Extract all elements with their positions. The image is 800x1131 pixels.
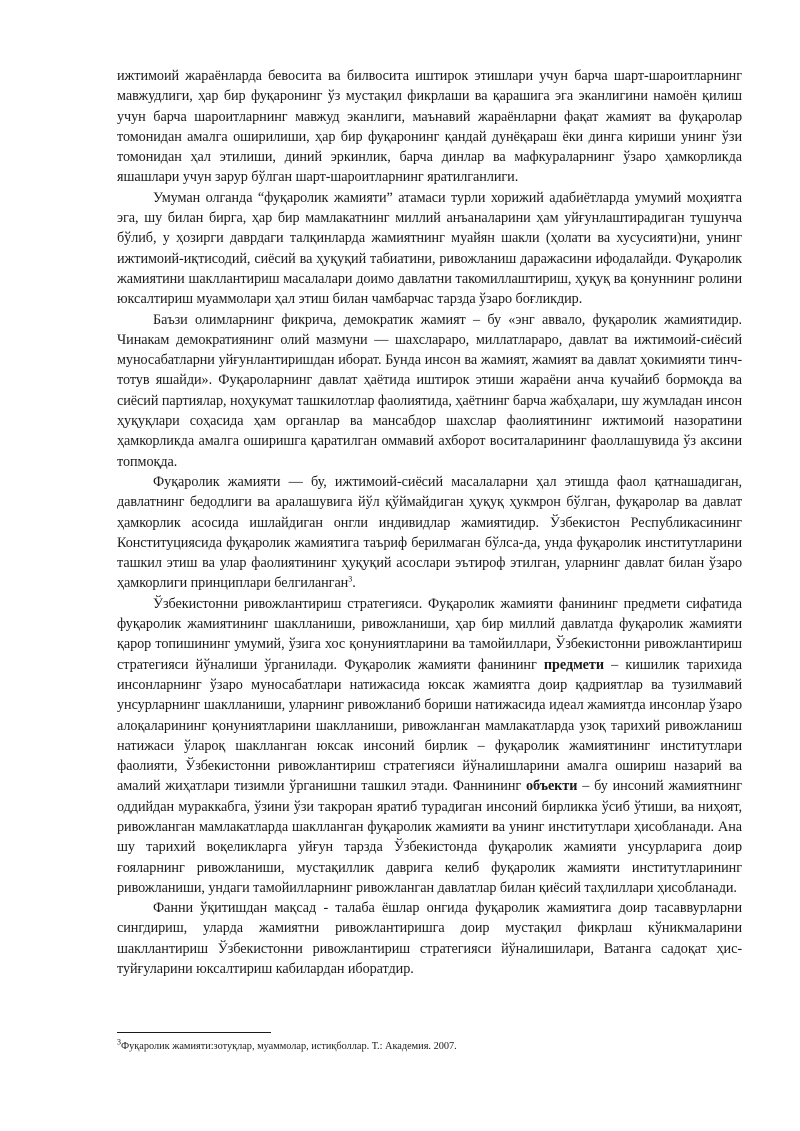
paragraph-4-end: . [352, 575, 356, 592]
paragraph-5-text-2: – кишилик тарихида инсонларнинг ўзаро муносабатлари натижасида юксак жамиятга доир қадриятлар ва тузилмавий унсурларнинг шаклланиши, уларнинг ривожланиб бориши натижасида идеал жамиятда инсонлар ўзаро алоқаларининг қонуниятларини шаклланиши, ривожланган мамлакатларда узоқ тарихий ривожланиш натижаси ўлароқ шаклланган юксак инсоний бирлик – фуқаролик жамиятининг институтлари фаолияти, Ўзбекистонни ривожлантириш стратегияси йўналишларини амалга ошириш назарий ва амалий жиҳатлари тизимли ўрганишни ташкил этади. Фаннининг [117, 656, 742, 795]
paragraph-6: Фанни ўқитишдан мақсад - талаба ёшлар онгида фуқаролик жамиятига доир тасаввурларни сингдириш, уларда жамиятни ривожлантиришга доир мустақил фикрлаш кўникмаларини шакллантириш Ўзбекистонни ривожлантириш стратегияси йўналишилари, Ватанга садоқат ҳис-туйғуларини юксалтириш кабилардан иборатдир. [117, 900, 742, 978]
document-body [117, 66, 742, 979]
paragraph-5 [117, 594, 742, 898]
footnote-reference[interactable]: 3 [348, 574, 353, 584]
footnote-mark: 3 [117, 1037, 121, 1047]
paragraph-3: Баъзи олимларнинг фикрича, демократик жамият – бу «энг аввало, фуқаролик жамиятидир. Чинакам демократиянинг олий мазмуни — шахслараро, миллатлараро, давлат ва ижтимоий-сиёсий муносабатларни уйғунлантиришдан иборат. Бунда инсон ва жамият, жамият ва давлат ҳокимияти тинч-тотув яшайди». Фуқароларнинг давлат ҳаётида иштирок этиши жараёни анча кучайиб бормоқда ва сиёсий партиялар, ноҳукумат ташкилотлар фаолиятида, ҳаётнинг барча жабҳалари, шу жумладан инсон ҳуқуқлари соҳасида ҳам органлар ва мансабдор шахслар фаолиятининг ижтимоий назоратини ҳамкорликда амалга оширишга қаратилган оммавий ахборот воситаларининг фаоллашувида ўз аксини топмоқда. [117, 311, 742, 470]
term-subject: предмети [543, 656, 604, 673]
paragraph-4 [117, 472, 742, 594]
footnote [117, 1037, 742, 1054]
paragraph-2: Умуман олганда “фуқаролик жамияти” атамаси турли хорижий адабиётларда умумий моҳиятга эга, шу билан бирга, ҳар бир мамлакатнинг миллий анъаналарини ҳам уйғунлаштирадиган тушунча бўлиб, у ҳозирги даврдаги талқинларда жамиятнинг муайян шакли (ҳолати ва хусусияти)ни, унинг ижтимоий-иқтисодий, сиёсий ва ҳуқуқий табиатини, ривожланиш даражасини ифодалайди. Фуқаролик жамиятини шакллантириш масалалари доимо давлатни такомиллаштириш, ҳуқуқ ва қонуннинг ролини юксалтириш муаммолари ҳал этиш билан чамбарчас тарзда ўзаро боғликдир. [117, 189, 742, 308]
paragraph-5-text-3: – бу инсоний жамиятнинг оддийдан мураккабга, ўзини ўзи такроран яратиб турадиган инсоний бирликка ўсиб ўтиши, ва ниҳоят, ривожланган мамлакатларда шаклланган фуқаролик жамияти ва унинг институтлари ҳисобланади. Ана шу тарихий воқеликларга уйғун тарзда Ўзбекистонда фуқаролик жамияти унсурларига доир ғояларнинг ривожланиши, мустақиллик даврига келиб фуқаролик жамияти институтларининг ривожланиши, ундаги тамойилларнинг ривожланган давлатлар билан қиёсий таҳлиллари ҳисобланади. [117, 778, 742, 896]
paragraph-1: ижтимоий жараёнларда бевосита ва билвосита иштирок этишлари учун барча шарт-шароитларнинг мавжудлиги, ҳар бир фуқаронинг ўз мустақил фикрлаши ва қарашига эга эканлигини намоён қилиш учун барча шароитларнинг мавжуд эканлиги, маънавий жараёнларни фақат жамият ва фуқаролар томонидан амалга оширилиши, ҳар бир фуқаронинг қандай дунёқараш ёки динга кириши унинг ўзи томонидан ҳал этилиши, диний эркинлик, барча динлар ва мафкураларнинг ўзаро ҳамкорликда яшашлари учун зарур бўлган шарт-шароитларнинг яратилганлиги. [117, 68, 742, 186]
term-object: объекти [525, 778, 578, 795]
paragraph-4-text: Фуқаролик жамияти — бу, ижтимоий-сиёсий масалаларни ҳал этишда фаол қатнашадиган, давлатнинг бедодлиги ва аралашувига йўл қўймайдиган ҳуқуқ ҳукмрон бўлган, фуқаролар ва давлат ҳамкорлик асосида ишлайдиган онгли индивидлар жамиятидир. Ўзбекистон Республикасининг Конституциясида фуқаролик жамиятига таъриф берилмаган бўлса-да, унда фуқаролик институтларини ташкил этиш ва улар фаолиятининг ҳуқуқий асослари эътироф этилган, уларнинг давлат билан ўзаро ҳамкорлиги принциплари белгиланган [117, 473, 742, 592]
footnote-separator [117, 1032, 271, 1033]
footnote-text: Фуқаролик жамияти:зотуқлар, муаммолар, истиқболлар. Т.: Академия. 2007. [121, 1041, 457, 1052]
paragraph-5-text-1: Ўзбекистонни ривожлантириш стратегияси. Фуқаролик жамияти фанининг предмети сифатида фуқаролик жамиятининг шаклланиши, ривожланиши, ҳар бир миллий давлатда фуқаролик жамияти қарор топишининг умумий, ўзига хос қонуниятларини ва тамойиллари, Ўзбекистонни ривожлантириш стратегияси йўналиши ўрганилади. Фуқаролик жамияти фанининг [117, 595, 742, 673]
